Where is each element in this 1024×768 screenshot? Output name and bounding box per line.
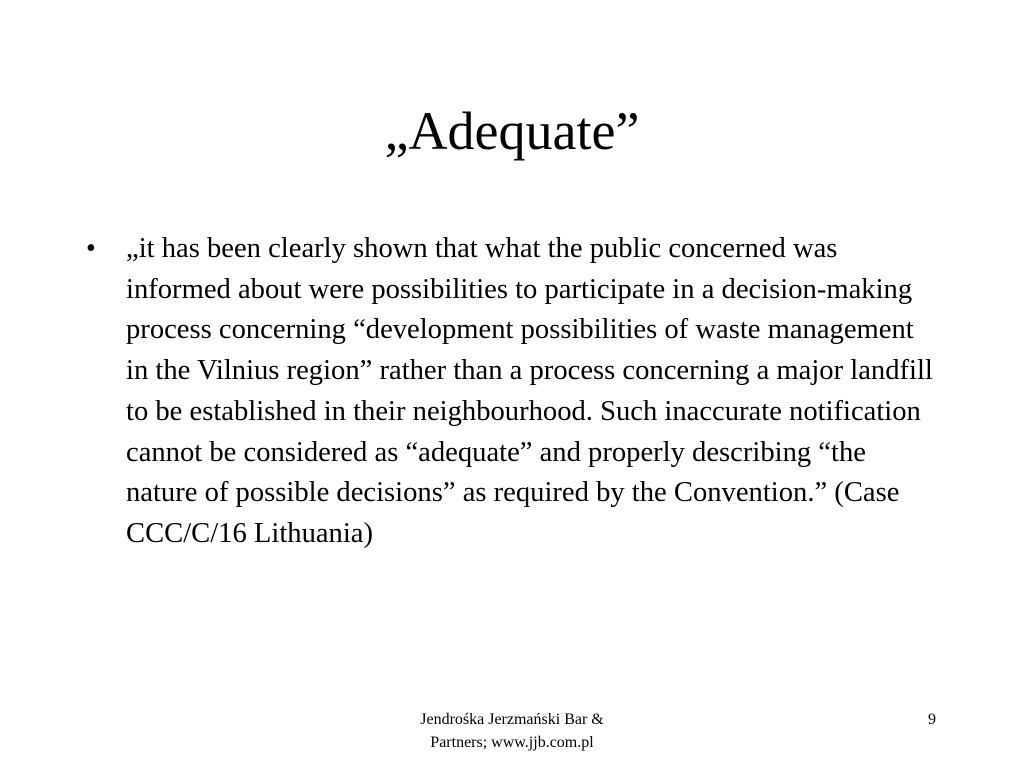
- page-number: 9: [928, 711, 936, 728]
- bullet-marker: •: [86, 233, 96, 264]
- bullet-text: „it has been clearly shown that what the public concerned was informed about were possibilities to participate in a decision-making process concerning “development possibilities of waste management in the Vilnius region” rather than a process concerning a major landfill to be established in their neighbourhood. Such inaccurate notification cannot be considered as “adequate” and properly describing “the nature of possible decisions” as required by the Convention.” (Case CCC/C/16 Lithuania): [126, 233, 933, 549]
- slide-title: „Adequate”: [384, 101, 640, 161]
- bullet-list: [86, 229, 936, 555]
- footer-credit: [370, 708, 654, 754]
- bullet-item: [86, 229, 936, 555]
- footer-credit-line-1: Jendrośka Jerzmański Bar &: [420, 711, 604, 728]
- footer-credit-line-2: Partners; www.jjb.com.pl: [430, 734, 594, 751]
